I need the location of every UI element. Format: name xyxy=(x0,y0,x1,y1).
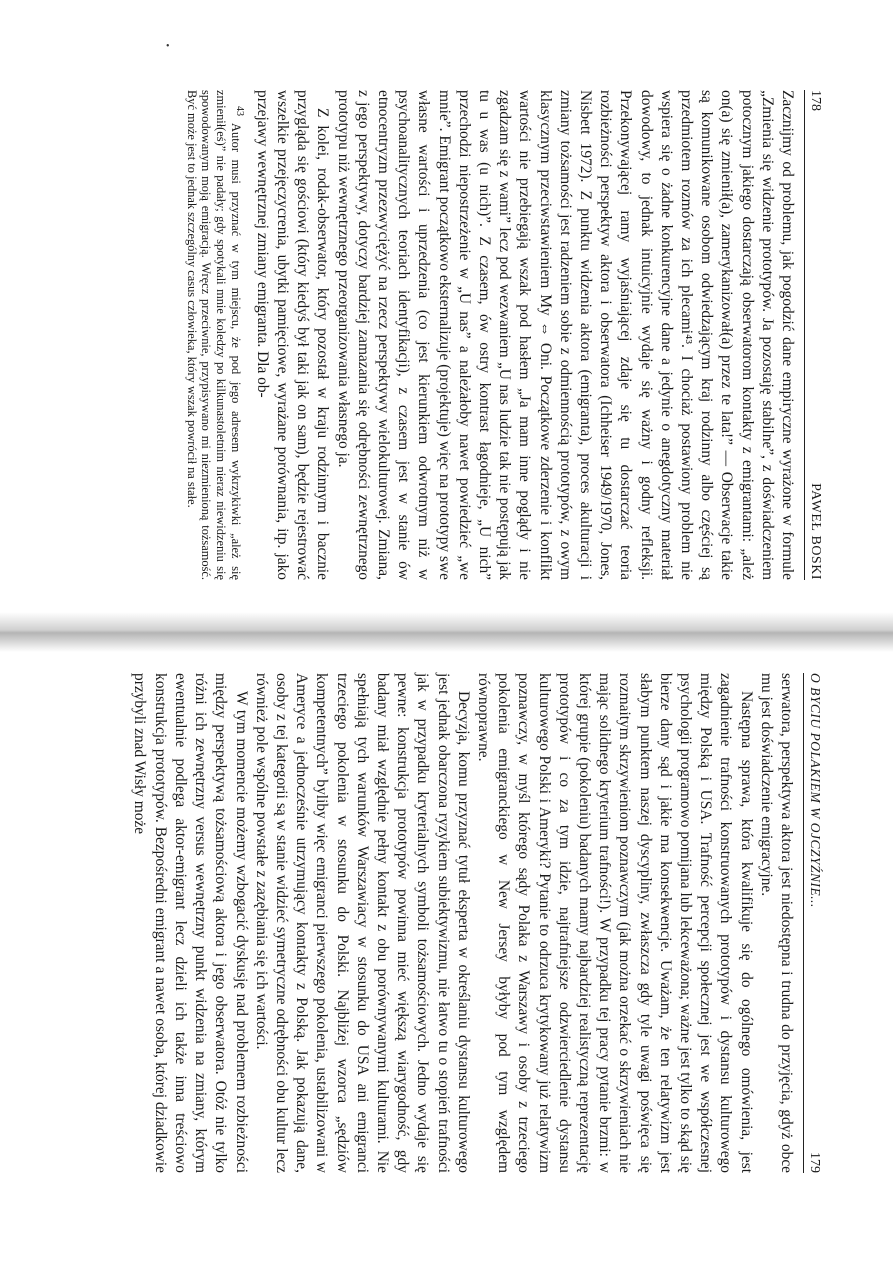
scan-speck: • xyxy=(166,41,170,52)
footnote xyxy=(184,90,245,580)
footnote-text: Autor musi przyznać w tym miejscu, że pod jego adresem wykrzykiwki „ależ się zmienił(eś)” nie padały; gdy spotykali mnie koledzy po kilkunastoletnim nieraz niewidzeniu się spowodowanym moją emigracją. Wręcz przeciwnie, przypisywano mi niezmienioną tożsamość. Być może jest to jednak szczególny casus człowieka, który wszak powrócił na stałe. xyxy=(184,90,243,580)
paragraph: W tym momencie możemy wzbogacić dyskusję nad problemem rozbieżności między perspektywą tożsamościową aktora i jego obserwatora. Otóż nie tylko różni ich zewnętrzny versus wewnętrzny punkt widzenia na zmiany, którym ewentualnie podlega aktor-emigrant lecz dzieli ich także inna treściowo konstrukcja prototypów. Bezpośredni emigrant a nawet osoba, której dziadkowie przybyli znad Wisły może xyxy=(131,673,250,1173)
right-page xyxy=(0,645,893,1263)
running-head-left xyxy=(804,90,823,580)
page-number-right: 179 xyxy=(807,1152,822,1173)
running-head-title-right: O BYCIU POLAKIEM W OJCZYŹNIE... xyxy=(808,673,823,908)
footnote-number: 43 xyxy=(233,106,245,116)
right-page-body xyxy=(129,673,796,1173)
page-number-left: 178 xyxy=(808,90,823,111)
left-page xyxy=(0,0,893,618)
paragraph: serwatora, perspektywa aktora jest niedostępna i trudna do przyjęcia, gdyż obce mu jest doświadczenie emigracyjne. xyxy=(757,673,795,1173)
paragraph: Decyzja, komu przyznać tytuł eksperta w określaniu dystansu kulturowego jest jednak obarczona ryzykiem subiektywizmu, nie łatwo tu o stopień trafności jak w przypadku kryterialnych symboli tożsamościowych. Jedno wydaje się pewne: konstrukcja prototypów powinna mieć większą wiarygodność, gdy badany miał względnie pełny kontakt z obu porównywanymi kulturami. Nie spełniają tych warunków Warszawiacy w stosunku do USA ani emigranci trzeciego pokolenia w stosunku do Polski. Najbliżej wzorca „sędziów kompetentnych” byliby więc emigranci pierwszego pokolenia, ustabilizowani w Ameryce a jednocześnie utrzymujący kontakty z Polską. Jak pokazują dane, osoby z tej kategorii są w stanie widzieć symetryczne odrębności obu kultur lecz również pole wspólne powstałe z zazębiania się ich wartości. xyxy=(252,673,472,1173)
running-head-right xyxy=(803,673,823,1173)
paragraph: Zacznijmy od problemu, jak pogodzić dane empiryczne wyrażone w formule „Zmienia się widzenie prototypów. Ja pozostaję stabilne”, z doświadczeniem potocznym jakiego dostarczają obserwatorom kontakty z emigrantami: „ależ on(a) się zmienił(a), zamerykanizował(a) przez te lata!” — Obserwacje takie są komunikowane osobom odwiedzającym kraj rodzinny albo częściej są przedmiotem rozmów za ich plecami⁴³. I chociaż postawiony problem nie wspiera się o żadne konkurencyjne dane a jedynie o anegdotyczny materiał dowodowy, to jednak intuicyjnie wydaje się ważny i godny refleksji. Przekonywającej ramy wyjaśniającej zdaje się tu dostarczać teoria rozbieżności perspektyw aktora i obserwatora (Ichheiser 1949/1970, Jones, Nisbett 1972). Z punktu widzenia aktora (emigranta), proces akulturacji i zmiany tożsamości jest radzeniem sobie z odmiennością prototypów, z owym klasycznym przeciwstawieniem My ⇔ Oni. Początkowe zderzenie i konflikt wartości nie przebiegają wszak pod hasłem „Ja mam inne poglądy i nie zgadzam się z wami” lecz pod wezwaniem „U nas ludzie tak nie postępują jak tu u was (u nich)”. Z czasem, ów ostry kontrast łagodnieje, „U nich” przechodzi niepostrzeżenie w „U nas” a należałoby nawet powiedzieć „we mnie”. Emigrant początkowo eksternalizuje (projektuje) więc na prototypy swe własne wartości i uprzedzenia (co jest kierunkiem odwrotnym niż w psychoanalitycznych teoriach identyfikacji), z czasem jest w stanie ów etnocentryzm przezwyciężyć na rzecz perspektywy wielokulturowej. Zmiana, z jego perspektywy, dotyczy bardziej zamazania się odrębności zewnętrznego prototypu niż wewnętrznego przeorganizowania własnego ja. xyxy=(334,90,796,580)
paragraph: Następna sprawa, która kwalifikuje się do ogólnego omówienia, jest zagadnienie trafności konstruowanych prototypów i dystansu kulturowego między Polską i USA. Trafność percepcji społecznej jest we współczesnej psychologii programowo pomijana lub lekceważona; ważne jest tylko to skąd się bierze dany sąd i jakie ma konsekwencje. Uważam, że ten relatywizm jest słabym punktem naszej dyscypliny, zwłaszcza gdy tyle uwagi poświęca się rozmaitym skrzywieniom poznawczym (jak można orzekać o skrzywieniach nie mając solidnego kryterium trafności!). W przypadku tej pracy pytanie brzmi: w której grupie (pokoleniu) badanych mamy najbardziej realistyczną reprezentację prototypów i co za tym idzie, najtrafniejsze odzwierciedlenie dystansu kulturowego Polski i Ameryki? Pytanie to odrzuca krytykowany już relatywizm poznawczy, w myśl którego sądy Polaka z Warszawy i osoby z trzeciego pokolenia emigranckiego w New Jersey byłyby pod tym względem równoprawne. xyxy=(474,673,755,1173)
paragraph: Z kolei, rodak-obserwator, który pozostał w kraju rodzinnym i bacznie przygląda się gościowi (który kiedyś był taki jak on sam), będzie rejestrować wszelkie przejęczycrenia, ubytki pamięciowe, wyrażane porównania, itp. jako przejawy wewnętrznej zmiany emigranta. Dla ob- xyxy=(253,90,332,580)
left-page-body xyxy=(252,90,797,580)
running-head-title-left: PAWEŁ BOSKI xyxy=(808,483,823,580)
